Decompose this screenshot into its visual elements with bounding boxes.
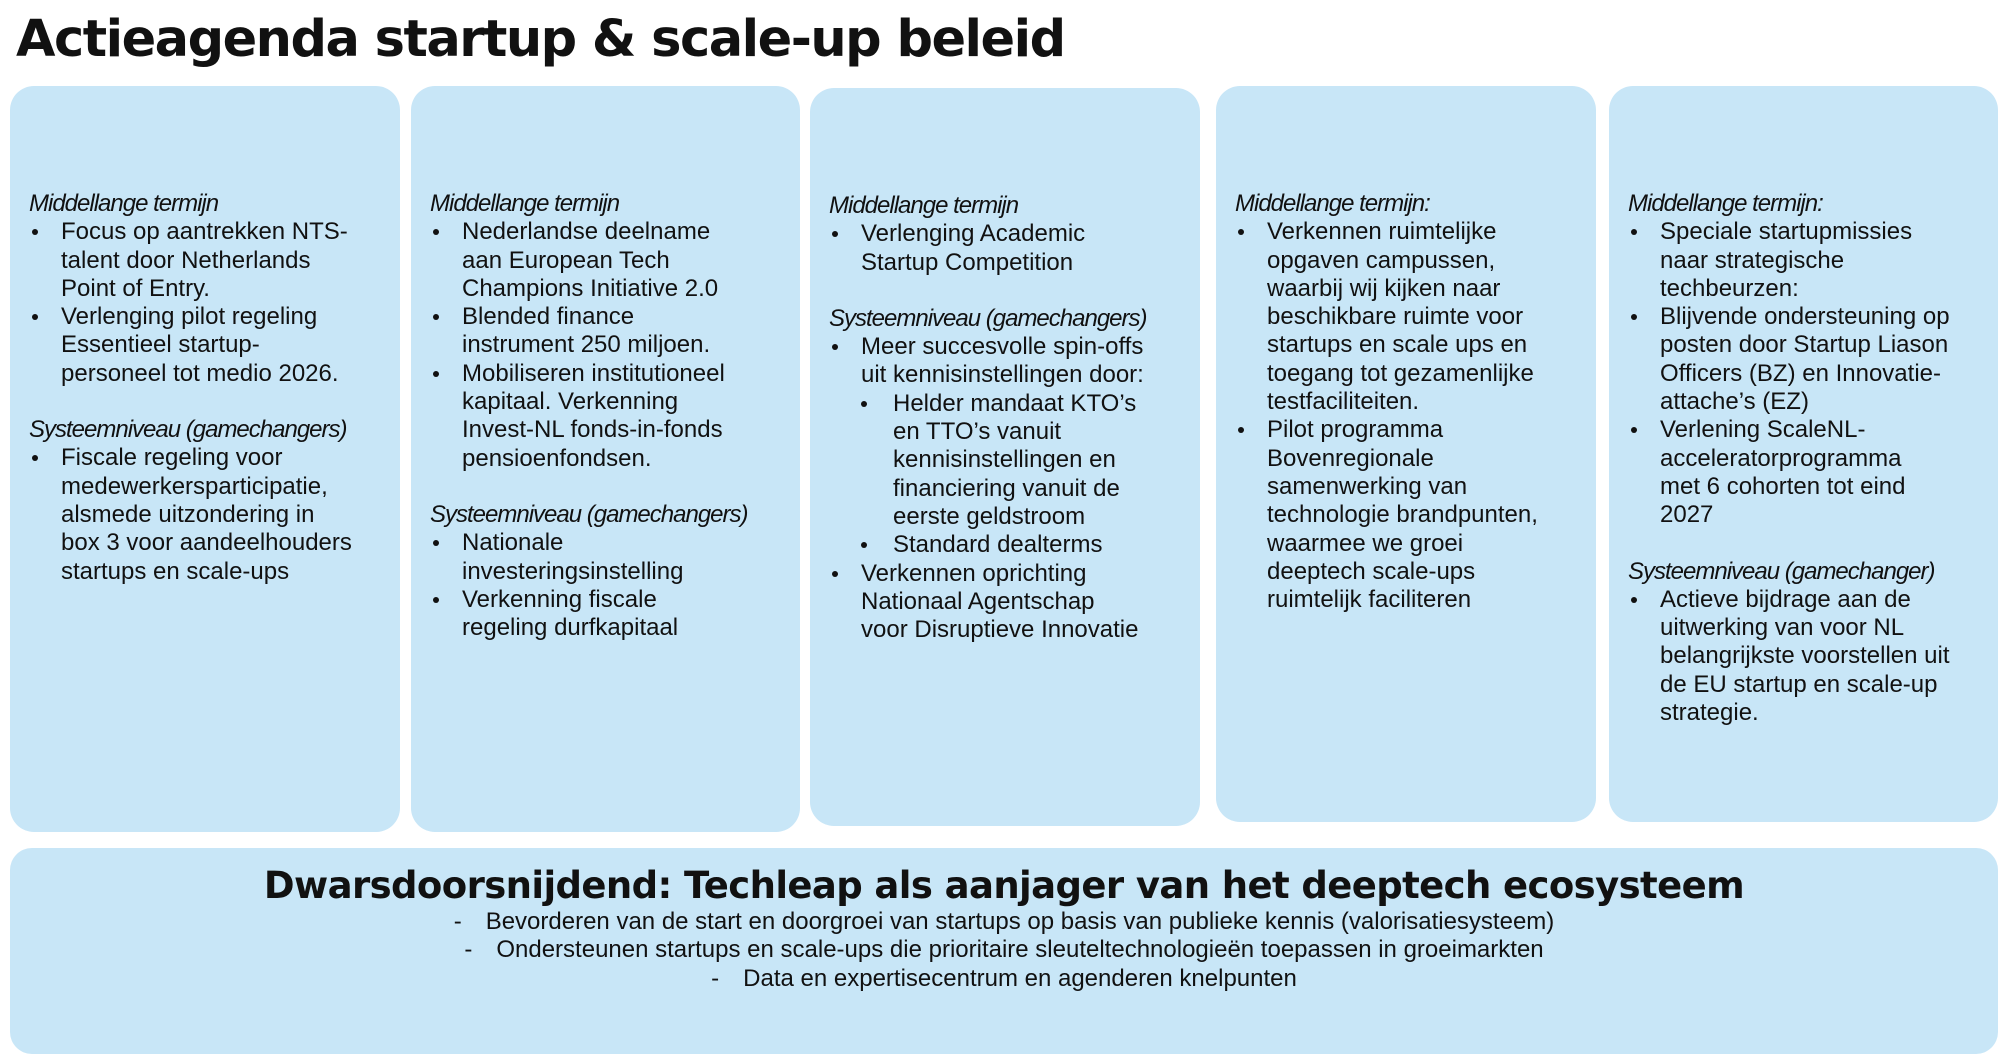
text-line: voor Disruptieve Innovatie [861,616,1139,644]
text-line: deeptech scale-ups [1267,557,1476,585]
bullet-list [829,220,1186,277]
text-line: Champions Initiative 2.0 [462,274,719,302]
text-line: uitwerking van voor NL [1660,614,1905,642]
column-heading [1628,86,1984,190]
section-label: Systeemniveau (gamechangers) [430,500,748,528]
text-line: pensioenfondsen. [462,444,652,472]
text-line: Meer succesvolle spin-offs [861,333,1144,361]
bullet-list [29,218,386,388]
text-line: Officers (BZ) en Innovatie- [1660,359,1941,387]
text-line: Verlening ScaleNL- [1660,416,1866,444]
list-item [1628,218,1984,303]
text-line: attache’s (EZ) [1660,388,1809,416]
text-line: regeling durfkapitaal [462,614,679,642]
text-line: acceleratorprogramma [1660,444,1902,472]
text-line: techbeurzen: [1660,274,1799,302]
list-item [829,333,1186,559]
section-label: Systeemniveau (gamechanger) [1628,557,1935,585]
section-label: Middellange termijn [430,190,620,217]
text-line: uit kennisinstellingen door: [861,361,1144,389]
section-label: Middellange termijn: [1628,190,1823,217]
text-line: naar strategische [1660,246,1845,274]
banner-item: - Bevorderen van de start en doorgroei van startups op basis van publieke kennis (valorisatiesysteem) [453,908,1555,935]
banner-item: - Ondersteunen startups en scale-ups die prioritaire sleuteltechnologieën toepassen in groeimarkten [464,936,1544,964]
text-line: medewerkersparticipatie, [61,472,328,500]
list-item [1628,303,1984,416]
page-title: Actieagenda startup & scale-up beleid [16,10,1065,69]
text-line: Verkennen oprichting [861,559,1087,587]
bullet-list [430,529,786,642]
text-line: met 6 cohorten tot eind [1660,472,1906,500]
nested-list-item [858,390,1186,531]
list-item [430,303,786,360]
text-line: de EU startup en scale-up [1660,670,1938,698]
text-line: Standard dealterms [893,531,1103,559]
text-line: waarbij wij kijken naar [1267,274,1501,302]
text-line: Blijvende ondersteuning op [1660,303,1950,331]
text-line: beschikbare ruimte voor [1267,303,1524,331]
list-item [1628,586,1984,727]
column-heading [29,86,386,190]
text-line: financiering vanuit de [893,474,1120,502]
text-line: Nationale [462,529,564,557]
text-line: strategie. [1660,699,1759,727]
list-item [829,220,1186,277]
text-line: Actieve bijdrage aan de [1660,585,1911,613]
section-label: Systeemniveau (gamechangers) [829,304,1147,332]
nested-bullet-list [858,390,1186,560]
cross-cutting-banner [10,848,1998,1054]
text-line: talent door Netherlands [61,246,311,274]
bullet-list [1235,218,1582,614]
text-line: Verkennen ruimtelijke [1267,218,1497,246]
text-line: ruimtelijk faciliteren [1267,586,1472,614]
text-line: samenwerking van [1267,472,1468,500]
text-line: Focus op aantrekken NTS- [61,218,348,246]
column-financiering [411,86,800,832]
bullet-list [430,218,786,473]
text-line: alsmede uitzondering in [61,500,315,528]
text-line: instrument 250 miljoen. [462,331,711,359]
text-line: en TTO’s vanuit [893,418,1062,446]
text-line: opgaven campussen, [1267,246,1496,274]
bullet-list [29,444,386,585]
text-line: Helder mandaat KTO’s [893,389,1137,417]
section-label: Middellange termijn: [1235,190,1430,217]
list-item [1235,416,1582,614]
banner-heading: Dwarsdoorsnijdend: Techleap als aanjager van het deeptech ecosysteem [263,864,1745,907]
text-line: Nederlandse deelname [462,218,711,246]
column-talent [10,86,400,832]
bullet-list [1628,218,1984,529]
bullet-list [829,333,1186,644]
text-line: Mobiliseren institutioneel [462,359,725,387]
text-line: Fiscale regeling voor [61,444,283,472]
list-item [829,560,1186,645]
bullet-list [1628,586,1984,727]
column-kennistoepassing [810,88,1200,826]
section-label: Middellange termijn [829,192,1019,219]
text-line: 2027 [1660,501,1714,529]
text-line: investeringsinstelling [462,557,684,585]
text-line: toegang tot gezamenlijke [1267,359,1534,387]
list-item [430,360,786,473]
list-item [430,529,786,586]
list-item [29,444,386,585]
list-item [430,218,786,303]
text-line: technologie brandpunten, [1267,501,1538,529]
column-heading [829,88,1186,192]
text-line: Verlenging Academic [861,220,1086,248]
text-line: startups en scale-ups [61,557,290,585]
list-item [1628,416,1984,529]
text-line: kapitaal. Verkenning [462,388,679,416]
text-line: Nationaal Agentschap [861,587,1095,615]
text-line: startups en scale ups en [1267,331,1528,359]
column-ruimte [1216,86,1596,822]
text-line: Pilot programma [1267,416,1444,444]
text-line: Essentieel startup- [61,331,260,359]
text-line: Blended finance [462,303,635,331]
list-item [29,218,386,303]
section-label: Middellange termijn [29,190,219,217]
text-line: Startup Competition [861,248,1074,276]
text-line: Bovenregionale [1267,444,1434,472]
text-line: belangrijkste voorstellen uit [1660,642,1950,670]
text-line: Speciale startupmissies [1660,218,1913,246]
nested-list-item [858,531,1186,559]
text-line: posten door Startup Liason [1660,331,1949,359]
text-line: waarmee we groei [1267,529,1464,557]
text-line: testfaciliteiten. [1267,388,1420,416]
text-line: Point of Entry. [61,274,210,302]
column-heading [430,86,786,190]
banner-item: - Data en expertisecentrum en agenderen knelpunten [711,964,1297,992]
text-line: eerste geldstroom [893,502,1086,530]
text-line: box 3 voor aandeelhouders [61,529,352,557]
column-heading [1235,86,1582,190]
column-internationale-markten [1609,86,1998,822]
text-line: personeel tot medio 2026. [61,359,339,387]
text-line: Verkenning fiscale [462,585,657,613]
list-item [29,303,386,388]
text-line: aan European Tech [462,246,670,274]
text-line: kennisinstellingen en [893,446,1116,474]
list-item [430,586,786,643]
text-line: Verlenging pilot regeling [61,303,318,331]
list-item [1235,218,1582,416]
text-line: Invest-NL fonds-in-fonds [462,416,723,444]
section-label: Systeemniveau (gamechangers) [29,416,347,444]
